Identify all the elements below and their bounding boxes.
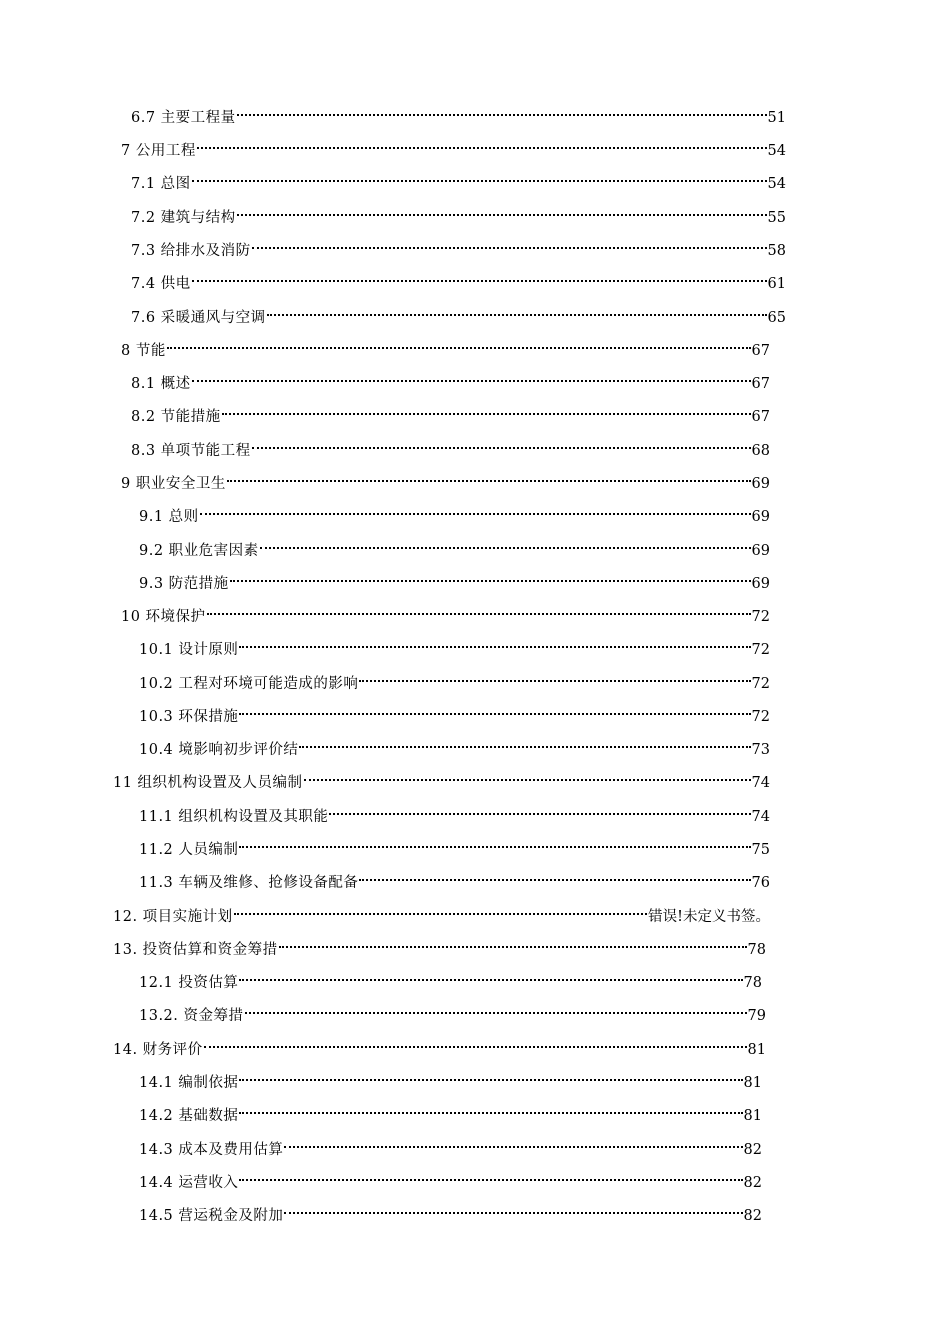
toc-entry[interactable] xyxy=(131,166,786,192)
toc-leader-dots xyxy=(237,200,767,222)
toc-entry-title: 14.2 基础数据 xyxy=(139,1108,239,1124)
toc-leader-dots xyxy=(222,399,751,421)
toc-entry[interactable] xyxy=(131,100,786,126)
toc-entry-page: 51 xyxy=(767,110,786,126)
toc-leader-dots xyxy=(284,1132,742,1154)
toc-entry[interactable] xyxy=(139,1132,762,1158)
toc-entry-page: 76 xyxy=(751,875,770,891)
toc-leader-dots xyxy=(252,233,767,255)
toc-entry-title: 8 节能 xyxy=(121,343,166,359)
toc-entry-title: 7.6 采暖通风与空调 xyxy=(131,310,266,326)
toc-entry-title: 7.4 供电 xyxy=(131,276,191,292)
toc-entry[interactable] xyxy=(121,599,770,625)
toc-entry-page: 58 xyxy=(767,243,786,259)
toc-entry-page: 65 xyxy=(767,310,786,326)
toc-leader-dots xyxy=(260,533,751,555)
toc-leader-dots xyxy=(239,832,750,854)
toc-leader-dots xyxy=(279,932,747,954)
toc-leader-dots xyxy=(359,865,750,887)
toc-entry-page: 82 xyxy=(743,1175,762,1191)
toc-entry-page: 61 xyxy=(767,276,786,292)
toc-entry-title: 13. 投资估算和资金筹措 xyxy=(113,942,278,958)
toc-entry[interactable] xyxy=(131,200,786,226)
toc-entry-title: 12. 项目实施计划 xyxy=(113,909,233,925)
toc-entry-page: 78 xyxy=(747,942,766,958)
toc-leader-dots xyxy=(207,599,751,621)
toc-entry-title: 7.1 总图 xyxy=(131,176,191,192)
toc-entry[interactable] xyxy=(139,666,770,692)
toc-entry[interactable] xyxy=(121,133,786,159)
toc-leader-dots xyxy=(167,333,751,355)
toc-entry[interactable] xyxy=(131,266,786,292)
toc-leader-dots xyxy=(239,1065,742,1087)
toc-leader-dots xyxy=(239,965,742,987)
toc-entry[interactable] xyxy=(139,1165,762,1191)
toc-entry-title: 7.2 建筑与结构 xyxy=(131,210,236,226)
toc-leader-dots xyxy=(239,1098,742,1120)
toc-entry-page: 67 xyxy=(751,376,770,392)
toc-entry-page: 81 xyxy=(743,1108,762,1124)
toc-entry[interactable] xyxy=(131,433,770,459)
toc-entry-page: 54 xyxy=(767,143,786,159)
toc-entry-page: 72 xyxy=(751,609,770,625)
toc-entry[interactable] xyxy=(139,499,770,525)
toc-leader-dots xyxy=(239,632,750,654)
toc-entry-title: 7.3 给排水及消防 xyxy=(131,243,251,259)
toc-entry-title: 10.1 设计原则 xyxy=(139,642,239,658)
toc-entry[interactable] xyxy=(139,1198,762,1224)
toc-leader-dots xyxy=(227,466,751,488)
toc-leader-dots xyxy=(237,100,767,122)
toc-entry-page: 78 xyxy=(743,975,762,991)
toc-entry-page: 54 xyxy=(767,176,786,192)
toc-entry[interactable] xyxy=(113,899,770,925)
toc-entry-page: 69 xyxy=(751,576,770,592)
toc-entry[interactable] xyxy=(131,366,770,392)
toc-leader-dots xyxy=(252,433,751,455)
toc-entry-page: 67 xyxy=(751,409,770,425)
toc-entry-title: 14.5 营运税金及附加 xyxy=(139,1208,284,1224)
toc-entry-page: 69 xyxy=(751,509,770,525)
toc-entry[interactable] xyxy=(131,233,786,259)
toc-entry-title: 8.1 概述 xyxy=(131,376,191,392)
toc-entry-page: 81 xyxy=(743,1075,762,1091)
toc-entry[interactable] xyxy=(121,466,770,492)
toc-entry[interactable] xyxy=(113,1032,766,1058)
toc-entry-title: 11.2 人员编制 xyxy=(139,842,239,858)
toc-entry-title: 8.2 节能措施 xyxy=(131,409,221,425)
toc-entry-title: 14.1 编制依据 xyxy=(139,1075,239,1091)
toc-entry-page: 69 xyxy=(751,543,770,559)
toc-entry-title: 9 职业安全卫生 xyxy=(121,476,226,492)
toc-leader-dots xyxy=(359,666,750,688)
toc-entry-page: 81 xyxy=(747,1042,766,1058)
toc-leader-dots xyxy=(197,133,767,155)
toc-leader-dots xyxy=(192,166,767,188)
toc-entry-title: 10.4 境影响初步评价结 xyxy=(139,742,299,758)
toc-leader-dots xyxy=(284,1198,742,1220)
toc-entry-title: 9.1 总则 xyxy=(139,509,199,525)
toc-entry[interactable] xyxy=(131,399,770,425)
toc-entry-page: 72 xyxy=(751,709,770,725)
toc-leader-dots xyxy=(200,499,751,521)
toc-entry-title: 10.3 环保措施 xyxy=(139,709,239,725)
toc-leader-dots xyxy=(267,300,767,322)
toc-leader-dots xyxy=(192,266,767,288)
toc-entry[interactable] xyxy=(121,333,770,359)
toc-entry[interactable] xyxy=(139,965,762,991)
toc-leader-dots xyxy=(245,998,747,1020)
toc-entry[interactable] xyxy=(139,732,770,758)
toc-entry-page: 74 xyxy=(751,809,770,825)
toc-entry-title: 12.1 投资估算 xyxy=(139,975,239,991)
toc-entry-page: 82 xyxy=(743,1142,762,1158)
toc-entry-page: 75 xyxy=(751,842,770,858)
toc-entry[interactable] xyxy=(113,765,770,791)
toc-entry[interactable] xyxy=(139,865,770,891)
toc-entry[interactable] xyxy=(139,533,770,559)
toc-entry-page: 55 xyxy=(767,210,786,226)
toc-entry-title: 10 环境保护 xyxy=(121,609,206,625)
toc-entry-page: 72 xyxy=(751,676,770,692)
toc-entry[interactable] xyxy=(139,699,770,725)
toc-entry-title: 14.3 成本及费用估算 xyxy=(139,1142,284,1158)
toc-entry-title: 10.2 工程对环境可能造成的影响 xyxy=(139,676,359,692)
toc-leader-dots xyxy=(299,732,750,754)
toc-entry-title: 8.3 单项节能工程 xyxy=(131,443,251,459)
toc-entry-title: 9.2 职业危害因素 xyxy=(139,543,259,559)
toc-entry[interactable] xyxy=(131,300,786,326)
toc-leader-dots xyxy=(239,1165,742,1187)
toc-entry-title: 7 公用工程 xyxy=(121,143,196,159)
toc-entry[interactable] xyxy=(139,566,770,592)
toc-entry-page: 82 xyxy=(743,1208,762,1224)
toc-entry-title: 14.4 运营收入 xyxy=(139,1175,239,1191)
toc-entry-page: 79 xyxy=(747,1008,766,1024)
toc-entry-page: 69 xyxy=(751,476,770,492)
toc-entry-page: 错误!未定义书签。 xyxy=(648,909,770,925)
toc-entry[interactable] xyxy=(113,932,766,958)
toc-entry[interactable] xyxy=(139,832,770,858)
toc-leader-dots xyxy=(239,699,750,721)
toc-entry-title: 11 组织机构设置及人员编制 xyxy=(113,775,303,791)
toc-leader-dots xyxy=(304,765,751,787)
toc-entry-page: 73 xyxy=(751,742,770,758)
toc-entry[interactable] xyxy=(139,632,770,658)
toc-entry-title: 11.3 车辆及维修、抢修设备配备 xyxy=(139,875,359,891)
toc-entry-title: 9.3 防范措施 xyxy=(139,576,229,592)
toc-entry-title: 6.7 主要工程量 xyxy=(131,110,236,126)
toc-leader-dots xyxy=(204,1032,747,1054)
toc-entry-page: 67 xyxy=(751,343,770,359)
toc-entry[interactable] xyxy=(139,1065,762,1091)
toc-entry-page: 72 xyxy=(751,642,770,658)
toc-entry-title: 14. 财务评价 xyxy=(113,1042,203,1058)
toc-entry[interactable] xyxy=(139,1098,762,1124)
toc-leader-dots xyxy=(192,366,751,388)
toc-entry[interactable] xyxy=(139,799,770,825)
toc-entry[interactable] xyxy=(139,998,766,1024)
toc-leader-dots xyxy=(329,799,750,821)
toc-entry-title: 13.2. 资金筹措 xyxy=(139,1008,244,1024)
toc-entry-page: 74 xyxy=(751,775,770,791)
toc-leader-dots xyxy=(234,899,648,921)
toc-entry-title: 11.1 组织机构设置及其职能 xyxy=(139,809,329,825)
toc-entry-page: 68 xyxy=(751,443,770,459)
toc-leader-dots xyxy=(230,566,751,588)
